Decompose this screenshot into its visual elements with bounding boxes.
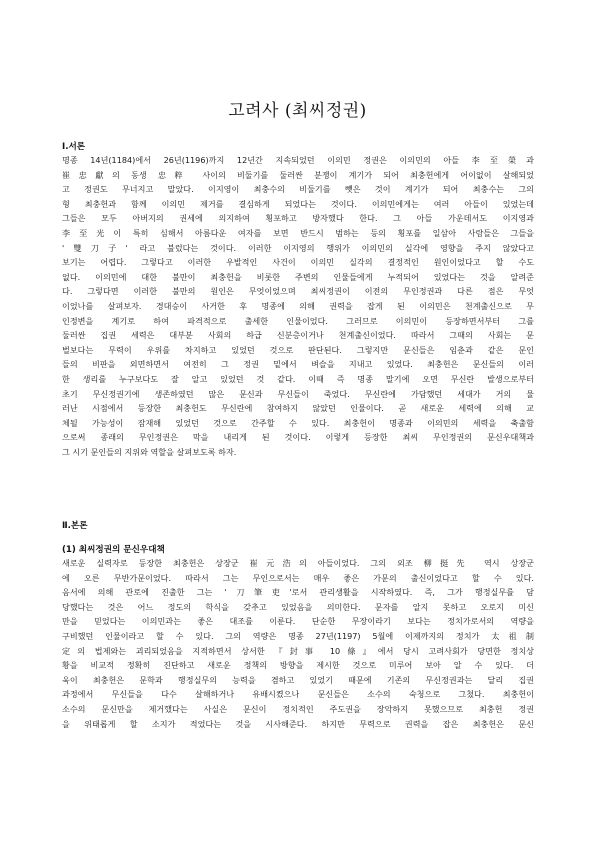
text-line: 한 생리를 누구보다도 잘 알고 있었던 것 같다. 이때 즉 명종 말기에 오면 무신란 발생으로부터 [62,373,534,384]
text-line: 체될 가능성이 잠재해 있었던 것으로 간주할 수 있다. 최충헌이 명종과 이의민의 세력을 축출함 [62,417,534,428]
text-line: 다. 그렇다면 이러한 불만의 원인은 무엇이었으며 최씨정권이 이전의 무인정권과 다른 점은 무엇 [62,286,534,297]
subsection-heading: (1) 최씨정권의 문신우대책 [62,545,165,555]
text-line: 구비했던 인물이라고 할 수 있다. 그의 역량은 명종 27년(1197) 5월에 이제까지의 정치가 太祖制 [62,630,534,641]
text-line: 만을 믿었다는 이의민과는 좋은 대조를 이룬다. 단순한 무장이라기 보다는 정치가로서의 역량을 [62,616,534,627]
text-line: '雙刀子' 라고 불렀다는 것이다. 이러한 이지영의 행위가 이의민의 실각에 영향을 주지 않았다고 [62,242,534,253]
document-title: 고려사 (최씨정권) [228,101,367,121]
text-line: 들의 비판을 외면하면서 여전히 그 정권 밑에서 벼슬을 지내고 있었다. 최충헌은 문신들의 이러 [62,359,534,370]
text-line: 에 오른 무반가문이었다. 따라서 그는 무인으로서는 매우 좋은 가문의 출신이었다고 할 수 있다. [62,572,534,583]
text-line: 李至光이 특히 심해서 아름다운 여자를 보면 반드시 범하는 등의 횡포를 일삼아 사람들은 그들을 [62,227,534,238]
text-line: 과정에서 무신들을 다수 살해하거나 유배시켰으나 문신들은 소수의 숙청으로 그쳤다. 최충헌이 [62,689,534,700]
text-line: 욱이 최충헌은 문학과 행정실무의 능력을 겸하고 있었기 때문에 기존의 무신정권과는 달리 집권 [62,674,534,685]
text-line: 定의 법제와는 괴리되었음을 지적하면서 상서한 『封事 10條』에서 당시 고려사회가 당면한 정치상 [62,645,534,656]
text-line: 그들은 모두 아버지의 권세에 의지하여 횡포하고 방자했다 한다. 그 아들 가운데서도 이지영과 [62,213,534,224]
text-line: 보기는 어렵다. 그렇다고 이러한 우발적인 사건이 이의민 실각의 결정적인 원인이었다고 할 수도 [62,257,534,268]
text-line: 형 최충헌과 함께 이의민 제거를 결심하게 되었다는 것이다. 이의민에게는 여러 아들이 있었는데 [62,198,534,209]
text-line: 벌보다는 무력이 우위를 차지하고 있었던 것으로 판단된다. 그렇지만 문신들은 임춘과 같은 문인 [62,344,534,355]
text-line: 소수의 문신만을 제거했다는 사실은 문신이 정치적인 주도권을 장악하지 못했으므로 최충헌 정권 [62,703,534,714]
text-line: 둘러싼 집권 세력은 대부분 사회의 하급 신분층이거나 천계출신이었다. 따라서 그때의 사회는 문 [62,330,534,341]
section-heading-body: Ⅱ.본론 [62,521,88,531]
text-line: 그 시기 문인들의 지위와 역할을 살펴보도록 하자. [62,446,237,457]
section-heading-introduction: Ⅰ.서론 [62,142,86,152]
introduction-paragraph [62,153,534,459]
text-line: 새로운 실력자로 등장한 최충헌은 상장군 崔元浩의 아들이었다. 그의 외조 柳挺先 역시 상장군 [62,558,534,568]
text-line: 명종 14년(1184)에서 26년(1196)까지 12년간 지속되었던 이의민 정권은 이의민의 아들 李至榮과 [62,155,534,165]
text-line: 초기 무신정권기에 생존하였던 많은 문신과 무신들이 죽었다. 무신란에 가담했던 세대가 거의 물 [62,388,534,399]
text-line: 없다. 이의민에 대한 불만이 최충헌을 비롯한 주변의 인물들에게 누적되어 있었다는 것을 알려준 [62,271,534,282]
text-line: 으로써 종래의 무인정권은 막을 내리게 된 것이다. 이렇게 등장한 최씨 무인정권의 문신우대책과 [62,432,534,443]
text-line: 인정변을 계기로 하여 파격적으로 출세한 인물이었다. 그러므로 이의민이 등장하면서부터 그를 [62,315,534,326]
body-paragraph [62,556,534,731]
text-line: 당했다는 것은 어느 정도의 학식을 갖추고 있었음을 의미한다. 문자를 알지 못하고 오로지 미신 [62,601,534,612]
text-line: 음서에 의해 관로에 진출한 그는 '刀筆吏'로서 관리생활을 시작하였다. 즉, 그가 행정실무를 담 [62,587,534,598]
text-line: 이었나를 살펴보자. 경대승이 사거한 후 명종에 의해 권력을 잡게 된 이의민은 천계출신으로 무 [62,300,534,311]
text-line: 崔忠獻의 동생 忠粹 사이의 비둘기를 둘러싼 분쟁이 계기가 되어 최충헌에게 어이없이 살해되었 [62,169,534,180]
text-line: 러난 시점에서 등장한 최충헌도 무신란에 참여하지 않았던 인물이다. 곧 새로운 세력에 의해 교 [62,403,534,414]
text-line: 을 위태롭게 할 소지가 적었다는 것을 시사해준다. 하지만 무력으로 권력을 잡은 최충헌은 문신 [62,718,534,729]
text-line: 고 정권도 무너지고 말았다. 이지영이 최충수의 비둘기를 뺏은 것이 계기가 되어 최충수는 그의 [62,184,534,195]
text-line: 황을 비교적 정확히 진단하고 새로운 정책의 방향을 제시한 것으로 미루어 보아 알 수 있다. 더 [62,660,534,671]
